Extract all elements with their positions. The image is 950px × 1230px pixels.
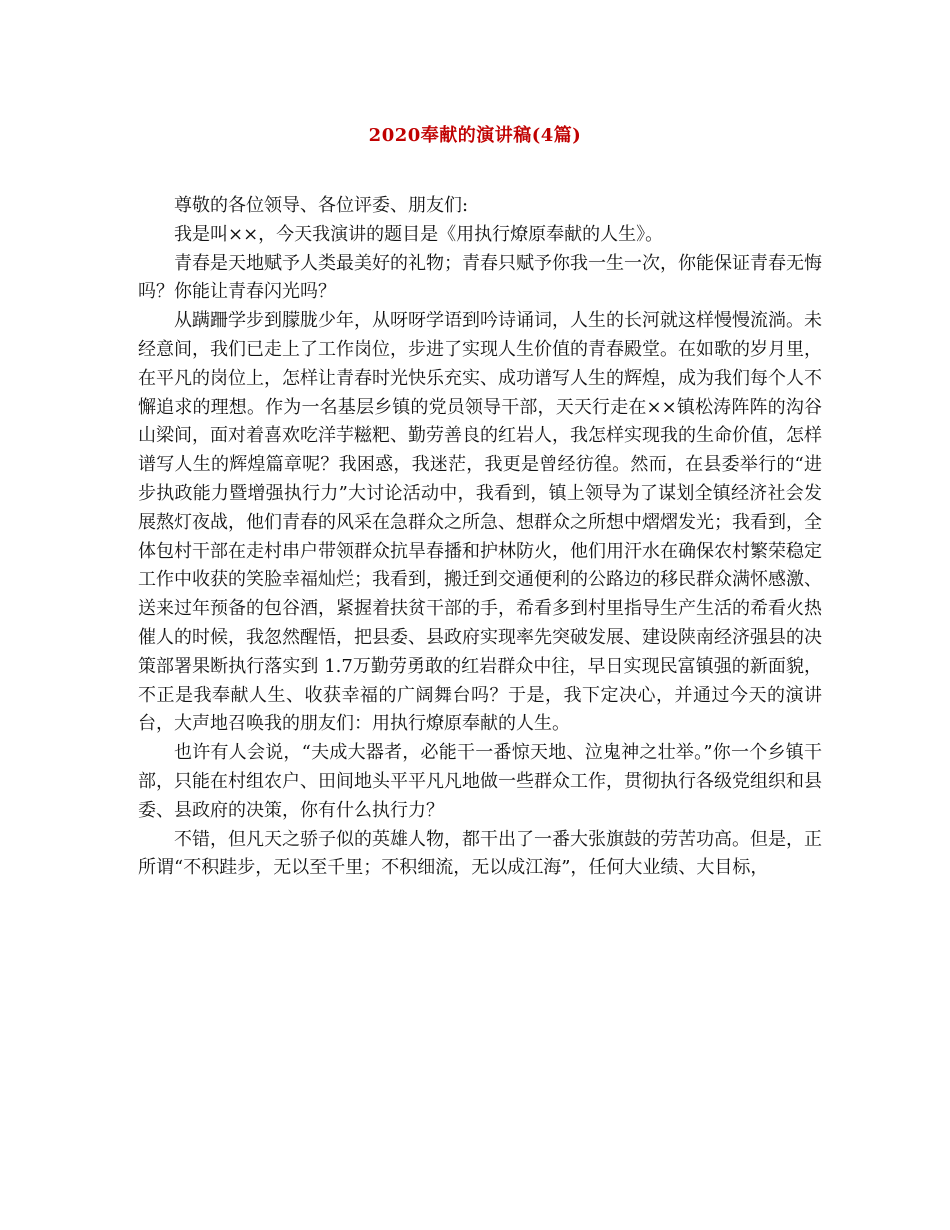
paragraph-objection: 也许有人会说，“夫成大器者，必能干一番惊天地、泣鬼神之壮举。”你一个乡镇干部，只能在村组农户、田间地头平平凡凡地做一些群众工作，贯彻执行各级党组织和县委、县政府的决策，你有什么执行力？ bbox=[138, 742, 822, 821]
document-body bbox=[138, 192, 822, 883]
paragraph-main-story: 从蹒跚学步到朦胧少年，从呀呀学语到吟诗诵词，人生的长河就这样慢慢流淌。未经意间，我们已走上了工作岗位，步进了实现人生价值的青春殿堂。在如歌的岁月里，在平凡的岗位上，怎样让青春时光快乐充实、成功谱写人生的辉煌，成为我们每个人不懈追求的理想。作为一名基层乡镇的党员领导干部，天天行走在××镇松涛阵阵的沟谷山梁间，面对着喜欢吃洋芋糍粑、勤劳善良的红岩人，我怎样实现我的生命价值，怎样谱写人生的辉煌篇章呢？我困惑，我迷茫，我更是曾经彷徨。然而，在县委举行的“进步执政能力暨增强执行力”大讨论活动中，我看到，镇上领导为了谋划全镇经济社会发展熬灯夜战，他们青春的风采在急群众之所急、想群众之所想中熠熠发光；我看到，全体包村干部在走村串户带领群众抗旱春播和护林防火，他们用汗水在确保农村繁荣稳定工作中收获的笑脸幸福灿烂；我看到，搬迁到交通便利的公路边的移民群众满怀感激、送来过年预备的包谷酒，紧握着扶贫干部的手，希看多到村里指导生产生活的希看火热催人的时候，我忽然醒悟，把县委、县政府实现率先突破发展、建设陕南经济强县的决策部署果断执行落实到 1.7万勤劳勇敢的红岩群众中往，早日实现民富镇强的新面貌，不正是我奉献人生、收获幸福的广阔舞台吗？于是，我下定决心，并通过今天的演讲台，大声地召唤我的朋友们：用执行燎原奉献的人生。 bbox=[138, 310, 822, 735]
paragraph-youth: 青春是天地赋予人类最美好的礼物；青春只赋予你我一生一次，你能保证青春无悔吗？你能让青春闪光吗？ bbox=[138, 252, 822, 303]
document-title: 2020奉献的演讲稿(4篇) bbox=[368, 125, 582, 146]
paragraph-response: 不错，但凡天之骄子似的英雄人物，都干出了一番大张旗鼓的劳苦功高。但是，正所谓“不积跬步，无以至千里；不积细流，无以成江海”，任何大业绩、大目标， bbox=[138, 828, 822, 879]
paragraph-introduction: 我是叫××，今天我演讲的题目是《用执行燎原奉献的人生》。 bbox=[174, 223, 664, 245]
paragraph-salutation: 尊敬的各位领导、各位评委、朋友们: bbox=[174, 195, 469, 216]
